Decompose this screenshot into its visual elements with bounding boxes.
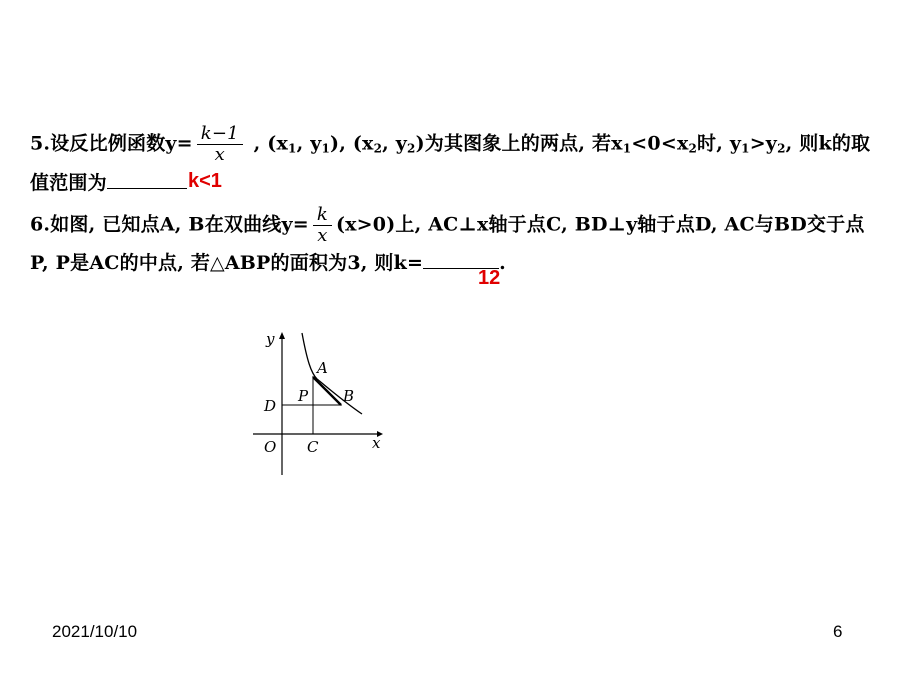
q5-text: , y — [296, 132, 322, 155]
q6-fraction-denominator: x — [317, 225, 328, 246]
question-6-line-1 — [30, 205, 865, 246]
q5-text: ), (x — [330, 132, 374, 155]
y-axis-arrow — [279, 332, 285, 339]
q5-text: <0<x — [631, 132, 689, 155]
q5-subscript: 2 — [373, 141, 383, 156]
segment-ab — [313, 377, 341, 405]
question-5-line-1 — [30, 124, 870, 165]
q5-text: , 则k的取 — [785, 132, 871, 155]
q5-subscript: 1 — [741, 141, 750, 156]
q5-subscript: 2 — [407, 141, 416, 156]
q6-line2-text: P, P是AC的中点, 若△ABP的面积为3, 则k= — [30, 252, 424, 274]
page-number: 6 — [833, 622, 843, 641]
q5-subscript: 1 — [288, 141, 297, 156]
q6-prefix: 6.如图, 已知点A, B在双曲线y= — [30, 213, 309, 236]
q5-text: , (x — [246, 132, 289, 155]
q5-text: >y — [749, 132, 778, 155]
q5-line2-text: 值范围为 — [30, 172, 107, 194]
q5-prefix: 5.设反比例函数y= — [30, 132, 193, 155]
label-y: y — [266, 330, 275, 348]
q6-fraction — [313, 205, 332, 246]
q5-fraction-denominator: x — [214, 144, 225, 165]
q6-line2-end: . — [499, 252, 506, 274]
hyperbola-figure — [245, 325, 395, 480]
q5-subscript: 2 — [777, 141, 786, 156]
q5-subscript: 1 — [321, 141, 331, 156]
label-a: A — [317, 359, 328, 377]
label-d: D — [264, 397, 277, 415]
q5-subscript: 2 — [688, 141, 698, 156]
q5-subscript: 1 — [622, 141, 632, 156]
label-o: O — [264, 438, 277, 456]
q6-after-fraction: (x>0)上, AC⊥x轴于点C, BD⊥y轴于点D, AC与BD交于点 — [335, 213, 865, 236]
label-p: P — [298, 387, 309, 405]
q5-text: , y — [382, 132, 407, 155]
q5-answer-blank — [107, 172, 187, 189]
q5-text: )为其图象上的两点, 若x — [415, 132, 623, 155]
question-5-line-2 — [30, 168, 187, 195]
q5-fraction — [197, 124, 243, 165]
q5-text: 时, y — [697, 132, 742, 155]
q5-answer: k<1 — [188, 170, 222, 192]
q5-fraction-numerator: k−1 — [200, 123, 239, 144]
question-6-line-2 — [30, 248, 506, 275]
label-x: x — [372, 434, 381, 452]
q6-fraction-numerator: k — [316, 204, 328, 225]
q6-answer: 12 — [478, 267, 501, 289]
label-b: B — [343, 387, 355, 405]
label-c: C — [307, 438, 319, 456]
footer-date: 2021/10/10 — [52, 622, 138, 641]
